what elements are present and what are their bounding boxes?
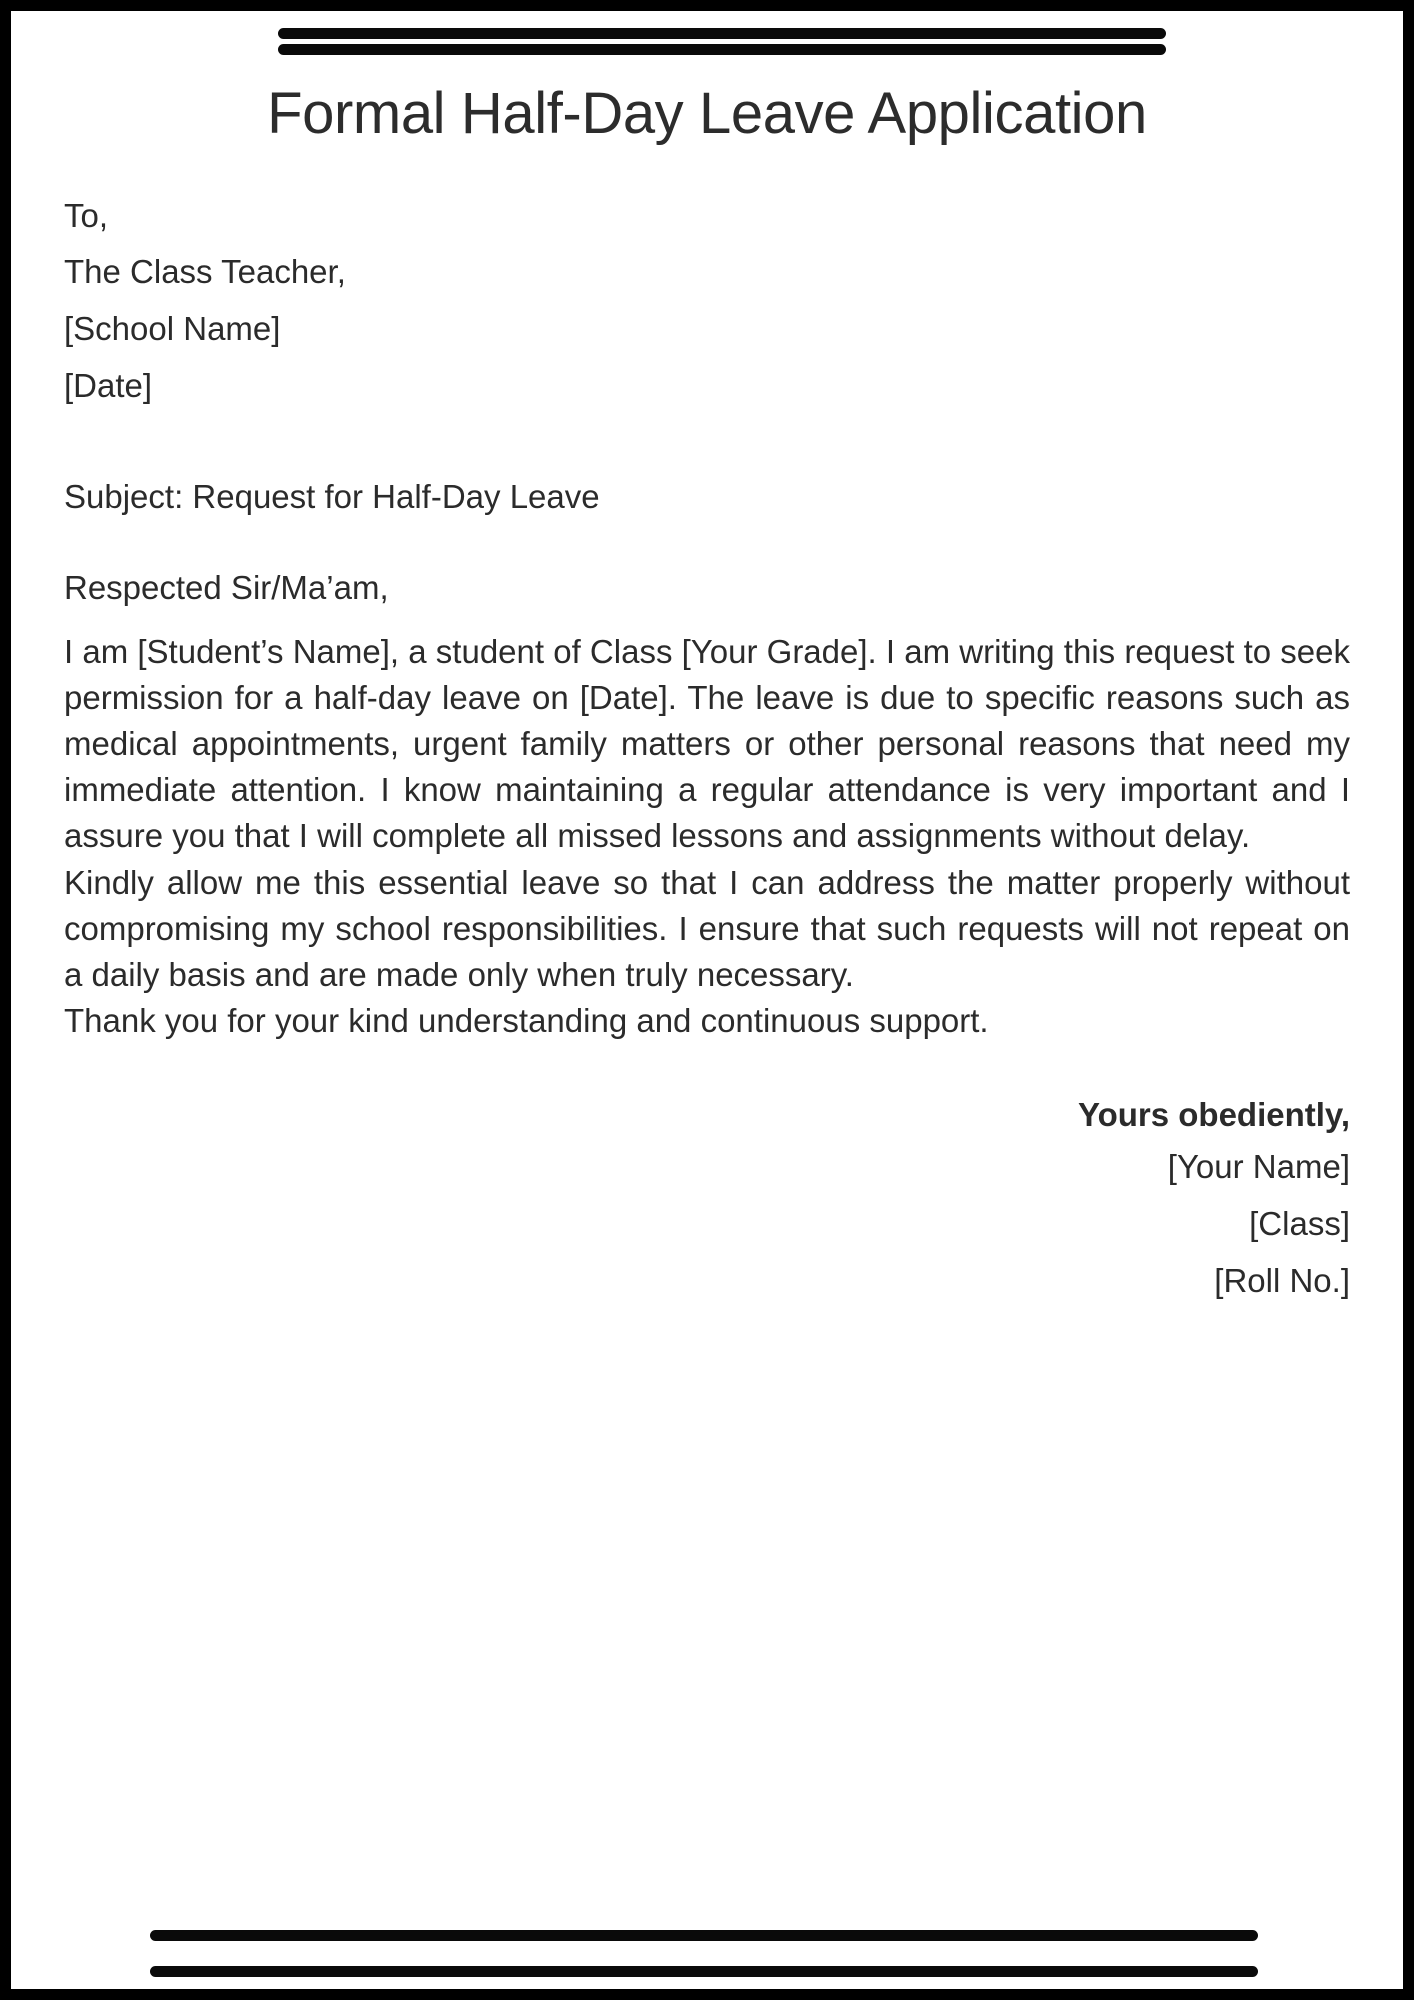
- subject-line: Subject: Request for Half-Day Leave: [64, 477, 600, 515]
- page-title: Formal Half-Day Leave Application: [267, 81, 1147, 146]
- body-paragraph-3: Thank you for your kind understanding and continuous support.: [64, 1002, 989, 1040]
- address-line-recipient: The Class Teacher,: [64, 253, 346, 291]
- address-line-to: To,: [64, 196, 109, 234]
- header-divider-rule-1: [278, 28, 1166, 39]
- closing-roll-no: [Roll No.]: [1214, 1261, 1350, 1299]
- header-divider-group: [53, 11, 1361, 55]
- header-divider-rule-2: [278, 44, 1166, 55]
- salutation-line: Respected Sir/Ma’am,: [64, 569, 389, 607]
- letter-body: [53, 188, 1361, 1310]
- page-content-area: [11, 11, 1403, 1989]
- closing-class: [Class]: [1249, 1204, 1350, 1242]
- closing-sign-off: Yours obediently,: [1078, 1096, 1350, 1134]
- body-paragraph-1: I am [Student’s Name], a student of Class [Your Grade]. I am writing this request to seek permission for a half-day leave on [Date]. The leave is due to specific reasons such as medical appointments, urgent family matters or other personal reasons that need my immediate attention. I know maintaining a regular attendance is very important and I assure you that I will complete all missed lessons and assignments without delay.: [64, 632, 1350, 855]
- address-line-date: [Date]: [64, 366, 153, 404]
- address-line-school: [School Name]: [64, 310, 281, 348]
- closing-name: [Your Name]: [1167, 1148, 1350, 1186]
- body-paragraph-2: Kindly allow me this essential leave so that I can address the matter properly without compromising my school responsibilities. I ensure that such requests will not repeat on a daily basis and are made only when truly necessary.: [64, 863, 1350, 993]
- footer-divider-group: [11, 1930, 1403, 1977]
- footer-divider-rule-1: [150, 1930, 1258, 1941]
- closing-block: [64, 1092, 1350, 1309]
- address-subject-spacer: [64, 415, 1350, 472]
- footer-divider-rule-2: [150, 1966, 1258, 1977]
